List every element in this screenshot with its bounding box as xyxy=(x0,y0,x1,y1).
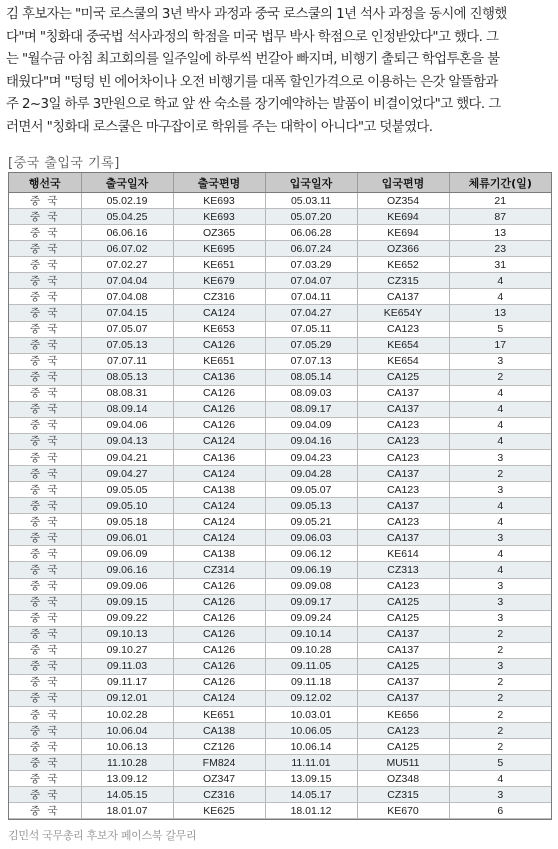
table-cell: CA126 xyxy=(173,674,265,690)
table-cell: CA136 xyxy=(173,369,265,385)
column-header: 출국편명 xyxy=(173,173,265,193)
table-cell: CZ315 xyxy=(357,787,449,803)
table-cell: 05.03.11 xyxy=(265,193,357,209)
table-cell: 2 xyxy=(449,642,551,658)
table-cell: OZ354 xyxy=(357,193,449,209)
table-cell: 14.05.15 xyxy=(81,787,173,803)
table-cell: 09.06.09 xyxy=(81,546,173,562)
table-cell: 중 국 xyxy=(9,305,81,321)
paragraph-line: 태웠다"며 "텅텅 빈 에어차이나 오전 비행기를 대폭 할인가격으로 이용하는 은갓 알뜰함과 xyxy=(6,74,498,90)
table-row xyxy=(9,321,551,337)
table-cell: 07.04.08 xyxy=(81,289,173,305)
table-row xyxy=(9,466,551,482)
table-cell: 중 국 xyxy=(9,787,81,803)
table-cell: 07.02.27 xyxy=(81,257,173,273)
table-cell: CZ316 xyxy=(173,289,265,305)
table-cell: 중 국 xyxy=(9,514,81,530)
table-cell: 중 국 xyxy=(9,674,81,690)
table-cell: CA124 xyxy=(173,305,265,321)
table-cell: 4 xyxy=(449,498,551,514)
table-cell: 07.04.11 xyxy=(265,289,357,305)
table-cell: 13.09.15 xyxy=(265,771,357,787)
table-cell: CA126 xyxy=(173,642,265,658)
table-row xyxy=(9,530,551,546)
table-cell: 3 xyxy=(449,578,551,594)
table-cell: CA124 xyxy=(173,530,265,546)
table-cell: 중 국 xyxy=(9,498,81,514)
table-cell: 4 xyxy=(449,771,551,787)
table-row xyxy=(9,803,551,819)
table-cell: 중 국 xyxy=(9,209,81,225)
table-cell: CA123 xyxy=(357,514,449,530)
table-row xyxy=(9,385,551,401)
table-cell: 2 xyxy=(449,626,551,642)
immigration-record-table xyxy=(8,172,552,820)
paragraph-line: 주 2~3일 하루 3만원으로 학교 앞 싼 숙소를 장기예약하는 발품이 비결이었다"고 했다. 그 xyxy=(6,97,501,112)
table-row xyxy=(9,787,551,803)
article-paragraph xyxy=(6,4,554,139)
table-cell: CA125 xyxy=(357,739,449,755)
table-cell: 09.10.14 xyxy=(265,626,357,642)
table-cell: CZ313 xyxy=(357,562,449,578)
table-cell: 3 xyxy=(449,530,551,546)
table-cell: CA137 xyxy=(357,498,449,514)
table-cell: CA124 xyxy=(173,498,265,514)
table-row xyxy=(9,546,551,562)
table-cell: 3 xyxy=(449,594,551,610)
table-cell: CA123 xyxy=(357,321,449,337)
table-cell: 09.06.03 xyxy=(265,530,357,546)
table-cell: CA137 xyxy=(357,385,449,401)
table-cell: 중 국 xyxy=(9,433,81,449)
table-cell: KE679 xyxy=(173,273,265,289)
table-cell: CA137 xyxy=(357,401,449,417)
table-cell: 10.06.05 xyxy=(265,723,357,739)
table-cell: 07.07.13 xyxy=(265,353,357,369)
table-cell: 중 국 xyxy=(9,385,81,401)
table-cell: 3 xyxy=(449,353,551,369)
table-cell: CA137 xyxy=(357,530,449,546)
table-cell: 07.04.07 xyxy=(265,273,357,289)
table-row xyxy=(9,241,551,257)
table-cell: 09.04.13 xyxy=(81,433,173,449)
table-cell: CA123 xyxy=(357,450,449,466)
table-cell: KE651 xyxy=(173,353,265,369)
table-cell: CA123 xyxy=(357,578,449,594)
table-cell: OZ365 xyxy=(173,225,265,241)
table-cell: 2 xyxy=(449,690,551,706)
table-row xyxy=(9,289,551,305)
table-cell: 4 xyxy=(449,433,551,449)
table-cell: 중 국 xyxy=(9,241,81,257)
table-cell: 중 국 xyxy=(9,690,81,706)
table-header-row xyxy=(9,173,551,193)
table-cell: 중 국 xyxy=(9,562,81,578)
table-row xyxy=(9,369,551,385)
table-row xyxy=(9,337,551,353)
table-cell: 10.02.28 xyxy=(81,707,173,723)
table-cell: 중 국 xyxy=(9,321,81,337)
table-cell: 중 국 xyxy=(9,466,81,482)
table-cell: 09.09.24 xyxy=(265,610,357,626)
table-cell: 06.07.24 xyxy=(265,241,357,257)
paragraph-line: 는 "월수금 아침 최고회의를 일주일에 하루씩 번갈아 빠지며, 비행기 출퇴근 학업투혼을 불 xyxy=(6,52,500,67)
table-cell: CA125 xyxy=(357,658,449,674)
table-cell: 중 국 xyxy=(9,723,81,739)
table-cell: OZ347 xyxy=(173,771,265,787)
table-row xyxy=(9,257,551,273)
table-cell: 09.11.03 xyxy=(81,658,173,674)
table-cell: 중 국 xyxy=(9,658,81,674)
table-cell: 10.06.04 xyxy=(81,723,173,739)
table-cell: 2 xyxy=(449,739,551,755)
table-cell: 중 국 xyxy=(9,626,81,642)
table-cell: KE693 xyxy=(173,209,265,225)
table-cell: 중 국 xyxy=(9,369,81,385)
table-cell: CA123 xyxy=(357,723,449,739)
table-cell: 09.05.10 xyxy=(81,498,173,514)
table-cell: 09.05.13 xyxy=(265,498,357,514)
table-row xyxy=(9,273,551,289)
table-cell: CA126 xyxy=(173,626,265,642)
table-cell: CA124 xyxy=(173,690,265,706)
table-cell: 09.06.16 xyxy=(81,562,173,578)
table-row xyxy=(9,514,551,530)
table-cell: 06.07.02 xyxy=(81,241,173,257)
table-cell: CZ126 xyxy=(173,739,265,755)
table-cell: CZ314 xyxy=(173,562,265,578)
table-cell: 09.09.17 xyxy=(265,594,357,610)
table-cell: CZ315 xyxy=(357,273,449,289)
table-cell: 4 xyxy=(449,401,551,417)
table-cell: CA123 xyxy=(357,482,449,498)
table-cell: KE694 xyxy=(357,225,449,241)
table-cell: 07.05.07 xyxy=(81,321,173,337)
table-cell: 3 xyxy=(449,482,551,498)
table-cell: 4 xyxy=(449,273,551,289)
table-cell: 중 국 xyxy=(9,401,81,417)
table-cell: 09.12.01 xyxy=(81,690,173,706)
table-cell: 6 xyxy=(449,803,551,819)
table-cell: CA138 xyxy=(173,482,265,498)
table-cell: CA126 xyxy=(173,594,265,610)
table-cell: 17 xyxy=(449,337,551,353)
table-cell: 4 xyxy=(449,514,551,530)
table-cell: 09.06.12 xyxy=(265,546,357,562)
table-cell: 07.05.11 xyxy=(265,321,357,337)
table-cell: 중 국 xyxy=(9,257,81,273)
table-cell: 3 xyxy=(449,450,551,466)
table-row xyxy=(9,209,551,225)
table-cell: 05.04.25 xyxy=(81,209,173,225)
table-row xyxy=(9,594,551,610)
table-cell: 중 국 xyxy=(9,225,81,241)
table-cell: 09.09.06 xyxy=(81,578,173,594)
table-row xyxy=(9,755,551,771)
table-cell: OZ366 xyxy=(357,241,449,257)
table-cell: CA137 xyxy=(357,466,449,482)
table-row xyxy=(9,642,551,658)
table-row xyxy=(9,401,551,417)
table-cell: 5 xyxy=(449,755,551,771)
table-cell: 09.05.07 xyxy=(265,482,357,498)
table-cell: 09.11.05 xyxy=(265,658,357,674)
table-row xyxy=(9,707,551,723)
table-title: [중국 출입국 기록] xyxy=(8,156,120,171)
table-cell: 09.11.18 xyxy=(265,674,357,690)
column-header: 입국편명 xyxy=(357,173,449,193)
table-cell: CA126 xyxy=(173,401,265,417)
table-cell: CA124 xyxy=(173,433,265,449)
table-cell: 11.10.28 xyxy=(81,755,173,771)
column-header: 입국일자 xyxy=(265,173,357,193)
table-cell: CA126 xyxy=(173,658,265,674)
table-cell: KE653 xyxy=(173,321,265,337)
table-row xyxy=(9,562,551,578)
table-cell: 09.04.21 xyxy=(81,450,173,466)
table-cell: 4 xyxy=(449,562,551,578)
table-cell: 06.06.16 xyxy=(81,225,173,241)
table-cell: KE651 xyxy=(173,257,265,273)
table-cell: 07.05.29 xyxy=(265,337,357,353)
table-cell: 중 국 xyxy=(9,707,81,723)
table-cell: 09.10.28 xyxy=(265,642,357,658)
table-cell: CA137 xyxy=(357,626,449,642)
table-row xyxy=(9,450,551,466)
table-cell: KE695 xyxy=(173,241,265,257)
table-cell: 중 국 xyxy=(9,273,81,289)
table-cell: FM824 xyxy=(173,755,265,771)
table-cell: 2 xyxy=(449,466,551,482)
table-cell: 중 국 xyxy=(9,450,81,466)
table-cell: 07.04.27 xyxy=(265,305,357,321)
table-cell: KE614 xyxy=(357,546,449,562)
table-cell: CA137 xyxy=(357,642,449,658)
table-cell: 21 xyxy=(449,193,551,209)
table-row xyxy=(9,658,551,674)
table-cell: 2 xyxy=(449,707,551,723)
table-cell: 08.09.17 xyxy=(265,401,357,417)
table-cell: KE656 xyxy=(357,707,449,723)
table-cell: KE654Y xyxy=(357,305,449,321)
table-cell: CA126 xyxy=(173,417,265,433)
table-row xyxy=(9,610,551,626)
table-row xyxy=(9,482,551,498)
table-cell: 14.05.17 xyxy=(265,787,357,803)
table-cell: 중 국 xyxy=(9,771,81,787)
table-cell: 중 국 xyxy=(9,594,81,610)
table-cell: OZ348 xyxy=(357,771,449,787)
table-row xyxy=(9,771,551,787)
table-cell: 87 xyxy=(449,209,551,225)
table-cell: MU511 xyxy=(357,755,449,771)
table-cell: 07.03.29 xyxy=(265,257,357,273)
table-cell: 4 xyxy=(449,546,551,562)
image-caption: 김민석 국무총리 후보자 페이스북 갈무리 xyxy=(8,829,197,842)
table-cell: CA124 xyxy=(173,466,265,482)
table-cell: 중 국 xyxy=(9,417,81,433)
column-header: 체류기간(일) xyxy=(449,173,551,193)
table-cell: 2 xyxy=(449,674,551,690)
table-cell: 09.04.28 xyxy=(265,466,357,482)
table-cell: 05.02.19 xyxy=(81,193,173,209)
table-cell: 2 xyxy=(449,369,551,385)
table-cell: CA138 xyxy=(173,546,265,562)
table-cell: CZ316 xyxy=(173,787,265,803)
table-cell: CA136 xyxy=(173,450,265,466)
table-cell: 09.10.27 xyxy=(81,642,173,658)
table-cell: 09.05.21 xyxy=(265,514,357,530)
table-cell: CA126 xyxy=(173,578,265,594)
table-cell: 06.06.28 xyxy=(265,225,357,241)
table-cell: 중 국 xyxy=(9,482,81,498)
table-row xyxy=(9,353,551,369)
table-cell: 09.10.13 xyxy=(81,626,173,642)
table-cell: 중 국 xyxy=(9,289,81,305)
table-cell: 중 국 xyxy=(9,642,81,658)
table-row xyxy=(9,674,551,690)
table-cell: CA123 xyxy=(357,417,449,433)
table-cell: 중 국 xyxy=(9,578,81,594)
table-body xyxy=(9,193,551,819)
table-cell: 08.05.13 xyxy=(81,369,173,385)
table-cell: CA126 xyxy=(173,337,265,353)
table-cell: 09.04.16 xyxy=(265,433,357,449)
table-cell: KE670 xyxy=(357,803,449,819)
table-cell: 18.01.07 xyxy=(81,803,173,819)
table-cell: 중 국 xyxy=(9,546,81,562)
table-cell: CA137 xyxy=(357,690,449,706)
table-row xyxy=(9,498,551,514)
table-cell: 09.04.27 xyxy=(81,466,173,482)
table-cell: CA137 xyxy=(357,289,449,305)
table-cell: 09.05.18 xyxy=(81,514,173,530)
table-cell: 10.06.13 xyxy=(81,739,173,755)
table-cell: 08.09.14 xyxy=(81,401,173,417)
table-cell: 09.09.08 xyxy=(265,578,357,594)
table-cell: 09.04.23 xyxy=(265,450,357,466)
table-cell: 09.06.01 xyxy=(81,530,173,546)
table-cell: KE693 xyxy=(173,193,265,209)
table-row xyxy=(9,193,551,209)
table-cell: 23 xyxy=(449,241,551,257)
table-cell: 09.09.22 xyxy=(81,610,173,626)
table-cell: 중 국 xyxy=(9,353,81,369)
table-cell: 중 국 xyxy=(9,755,81,771)
table-cell: KE694 xyxy=(357,209,449,225)
table-cell: 09.04.09 xyxy=(265,417,357,433)
table-cell: CA125 xyxy=(357,369,449,385)
table-cell: CA138 xyxy=(173,723,265,739)
table-cell: 09.12.02 xyxy=(265,690,357,706)
table-cell: 13 xyxy=(449,305,551,321)
table-row xyxy=(9,305,551,321)
table-cell: KE625 xyxy=(173,803,265,819)
table-cell: 11.11.01 xyxy=(265,755,357,771)
table-cell: CA126 xyxy=(173,385,265,401)
table-cell: CA124 xyxy=(173,514,265,530)
table-cell: CA126 xyxy=(173,610,265,626)
table-cell: 4 xyxy=(449,289,551,305)
table-cell: 09.06.19 xyxy=(265,562,357,578)
table-cell: 18.01.12 xyxy=(265,803,357,819)
table-cell: 13.09.12 xyxy=(81,771,173,787)
table-cell: 중 국 xyxy=(9,193,81,209)
paragraph-line: 다"며 "칭화대 중국법 석사과정의 학점을 미국 법무 박사 학점으로 인정받았다"고 했다. 그 xyxy=(6,29,499,45)
table-cell: CA137 xyxy=(357,674,449,690)
table-row xyxy=(9,690,551,706)
table-cell: 중 국 xyxy=(9,610,81,626)
table-row xyxy=(9,739,551,755)
table-cell: KE654 xyxy=(357,353,449,369)
table-cell: 중 국 xyxy=(9,530,81,546)
table-cell: KE654 xyxy=(357,337,449,353)
table-cell: 3 xyxy=(449,787,551,803)
table-row xyxy=(9,433,551,449)
table-cell: 3 xyxy=(449,658,551,674)
table-cell: 08.05.14 xyxy=(265,369,357,385)
table-cell: 13 xyxy=(449,225,551,241)
table-cell: KE652 xyxy=(357,257,449,273)
table-cell: 07.07.11 xyxy=(81,353,173,369)
table-cell: KE651 xyxy=(173,707,265,723)
paragraph-line: 러면서 "칭화대 로스쿨은 마구잡이로 학위를 주는 대학이 아니다"고 덧붙였다. xyxy=(6,119,433,135)
table-cell: 중 국 xyxy=(9,337,81,353)
table-cell: 07.04.04 xyxy=(81,273,173,289)
table-cell: 05.07.20 xyxy=(265,209,357,225)
column-header: 출국일자 xyxy=(81,173,173,193)
table-row xyxy=(9,225,551,241)
table-row xyxy=(9,723,551,739)
table-cell: CA125 xyxy=(357,610,449,626)
table-cell: 09.04.06 xyxy=(81,417,173,433)
table-cell: 08.08.31 xyxy=(81,385,173,401)
table-cell: 08.09.03 xyxy=(265,385,357,401)
table-cell: 3 xyxy=(449,610,551,626)
table-row xyxy=(9,417,551,433)
paragraph-line: 김 후보자는 "미국 로스쿨의 3년 박사 과정과 중국 로스쿨의 1년 석사 과정을 동시에 진행했 xyxy=(6,7,507,22)
table-cell: 10.06.14 xyxy=(265,739,357,755)
table-cell: CA123 xyxy=(357,433,449,449)
table-cell: 09.11.17 xyxy=(81,674,173,690)
table-cell: CA125 xyxy=(357,594,449,610)
table-cell: 09.09.15 xyxy=(81,594,173,610)
table-cell: 5 xyxy=(449,321,551,337)
table-cell: 10.03.01 xyxy=(265,707,357,723)
table-cell: 4 xyxy=(449,385,551,401)
table-row xyxy=(9,578,551,594)
table-cell: 07.05.13 xyxy=(81,337,173,353)
table-cell: 4 xyxy=(449,417,551,433)
table-cell: 중 국 xyxy=(9,803,81,819)
table-cell: 09.05.05 xyxy=(81,482,173,498)
table-cell: 07.04.15 xyxy=(81,305,173,321)
table-row xyxy=(9,626,551,642)
column-header: 행선국 xyxy=(9,173,81,193)
table-cell: 2 xyxy=(449,723,551,739)
table-cell: 31 xyxy=(449,257,551,273)
table-cell: 중 국 xyxy=(9,739,81,755)
